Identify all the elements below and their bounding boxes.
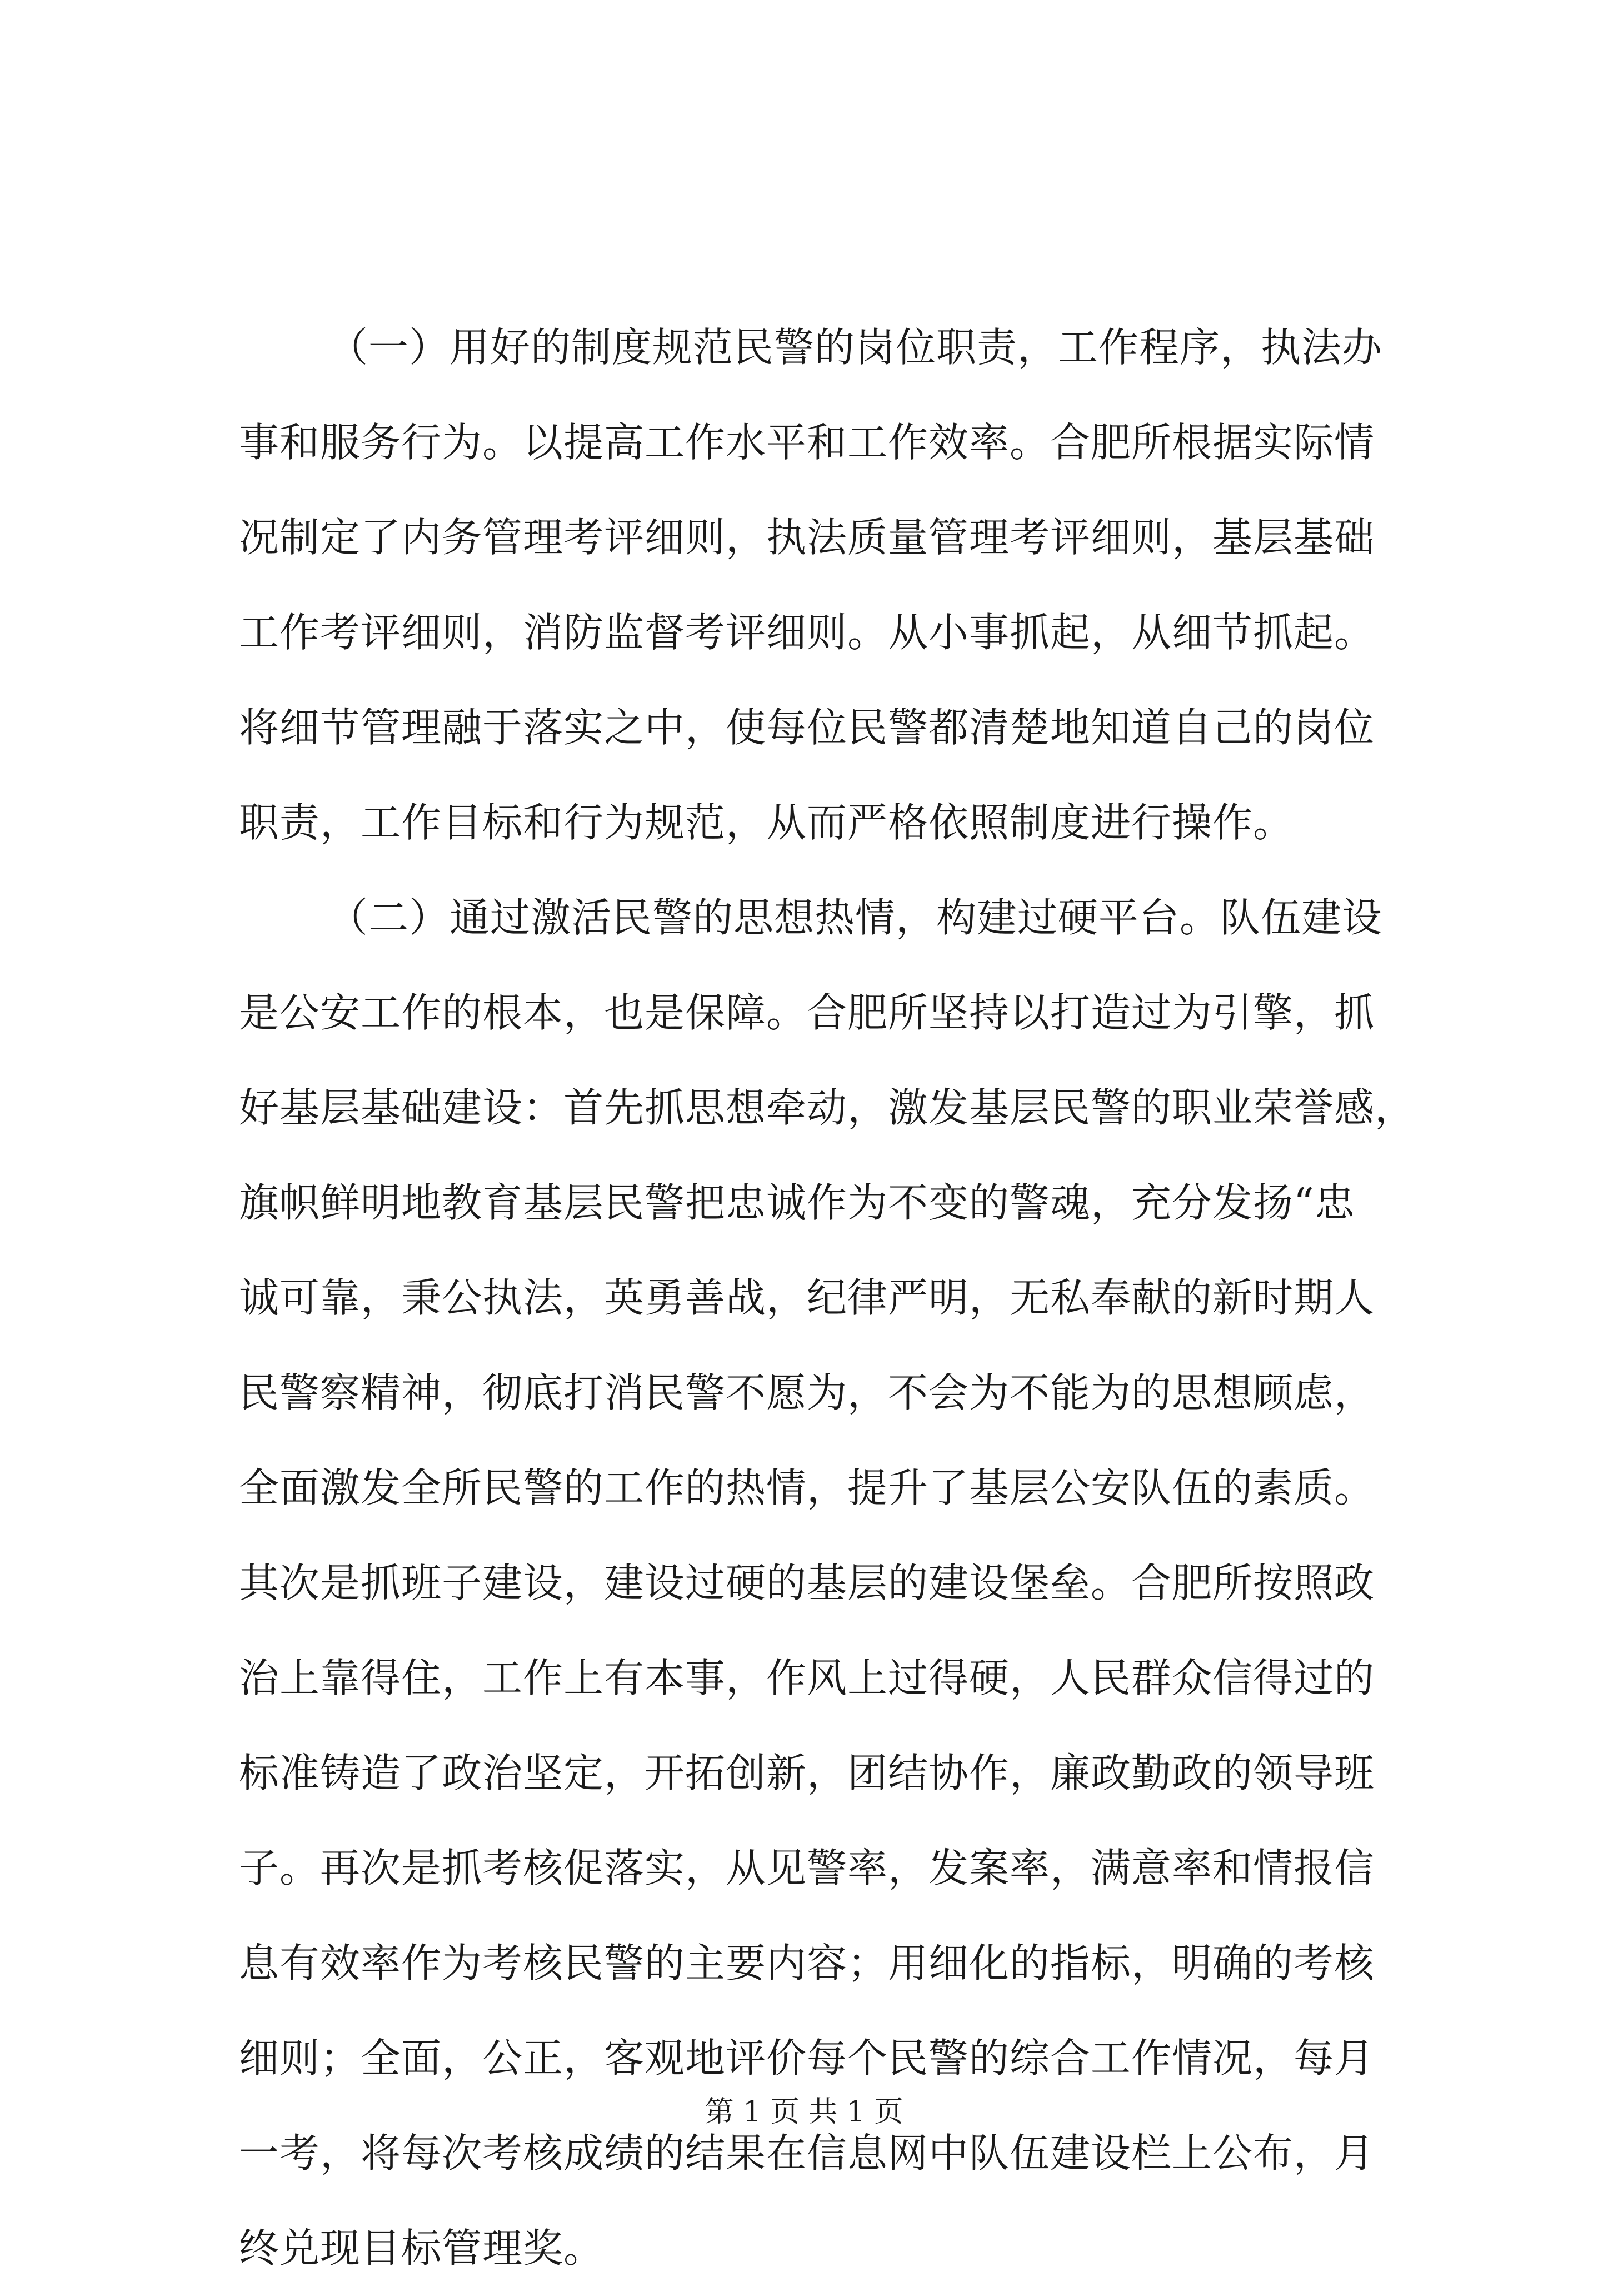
paragraph-1-line-5: 将细节管理融于落实之中，使每位民警都清楚地知道自己的岗位 <box>239 704 1375 751</box>
paragraph-2-line-2: 是公安工作的根本，也是保障。合肥所坚持以打造过为引擎，抓 <box>239 989 1375 1036</box>
paragraph-2-line-10: 标准铸造了政治坚定，开拓创新，团结协作，廉政勤政的领导班 <box>239 1750 1375 1796</box>
paragraph-2-line-15: 终兑现目标管理奖。 <box>239 2225 605 2272</box>
paragraph-2-line-11: 子。再次是抓考核促落实，从见警率，发案率，满意率和情报信 <box>239 1845 1375 1891</box>
paragraph-2-line-13: 细则；全面，公正，客观地评价每个民警的综合工作情况，每月 <box>239 2035 1375 2081</box>
paragraph-1-line-3: 况制定了内务管理考评细则，执法质量管理考评细则，基层基础 <box>239 514 1375 561</box>
paragraph-2-line-8: 其次是抓班子建设，建设过硬的基层的建设堡垒。合肥所按照政 <box>239 1560 1375 1606</box>
paragraph-1-line-4: 工作考评细则，消防监督考评细则。从小事抓起，从细节抓起。 <box>239 609 1375 656</box>
paragraph-2-line-5: 诚可靠，秉公执法，英勇善战，纪律严明，无私奉献的新时期人 <box>239 1274 1375 1321</box>
paragraph-1-line-1: （一）用好的制度规范民警的岗位职责，工作程序，执法办 <box>328 324 1383 371</box>
paragraph-2-line-6: 民警察精神，彻底打消民警不愿为，不会为不能为的思想顾虑， <box>239 1369 1375 1416</box>
paragraph-1-line-6: 职责，工作目标和行为规范，从而严格依照制度进行操作。 <box>239 799 1294 846</box>
page-number-label: 第 1 页 共 1 页 <box>705 2095 903 2129</box>
document-body <box>239 300 1416 2296</box>
paragraph-2-line-12: 息有效率作为考核民警的主要内容；用细化的指标，明确的考核 <box>239 1940 1375 1986</box>
paragraph-2-line-9: 治上靠得住，工作上有本事，作风上过得硬，人民群众信得过的 <box>239 1655 1375 1701</box>
paragraph-2-line-3: 好基层基础建设：首先抓思想牵动，激发基层民警的职业荣誉感， <box>239 1084 1416 1131</box>
paragraph-2-line-4: 旗帜鲜明地教育基层民警把忠诚作为不变的警魂，充分发扬“忠 <box>239 1179 1355 1226</box>
paragraph-2-line-14: 一考，将每次考核成绩的结果在信息网中队伍建设栏上公布，月 <box>239 2130 1375 2177</box>
paragraph-2-line-1: （二）通过激活民警的思想热情，构建过硬平台。队伍建设 <box>328 894 1383 941</box>
paragraph-2-line-7: 全面激发全所民警的工作的热情，提升了基层公安队伍的素质。 <box>239 1465 1375 1511</box>
page-footer <box>0 2090 1608 2134</box>
paragraph-1-line-2: 事和服务行为。以提高工作水平和工作效率。合肥所根据实际情 <box>239 419 1375 466</box>
